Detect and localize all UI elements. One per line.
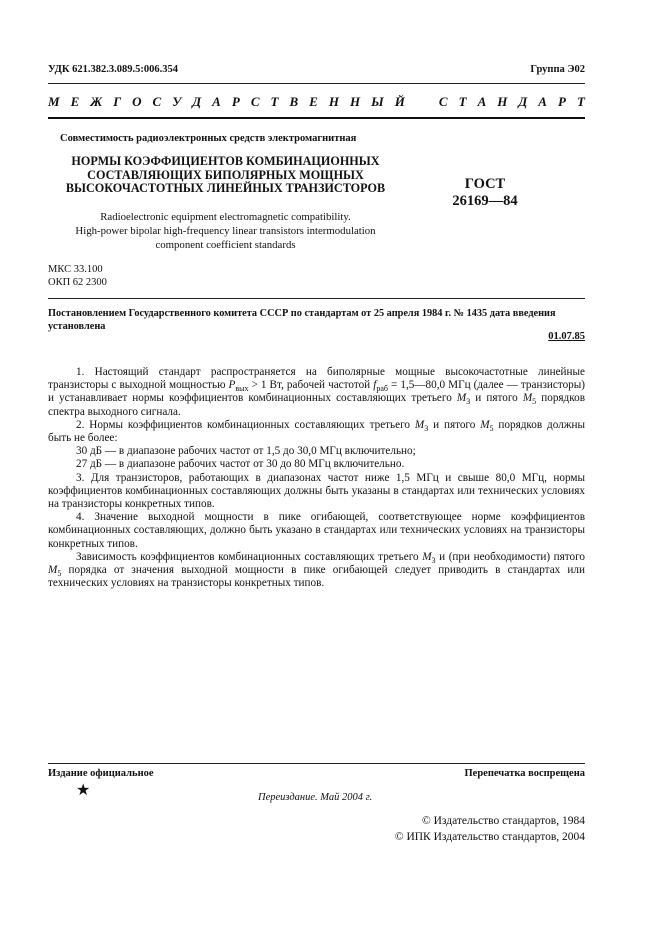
document-title: НОРМЫ КОЭФФИЦИЕНТОВ КОМБИНАЦИОННЫХ СОСТАВЛЯЮЩИХ БИПОЛЯРНЫХ МОЩНЫХ ВЫСОКОЧАСТОТНЫХ ЛИНЕЙНЫХ ТРАНЗИСТОРОВ [65,154,386,195]
banner-letter: А [212,94,221,109]
banner-letter: Р [231,94,240,109]
copyright-2004: © ИПК Издательство стандартов, 2004 [394,831,585,843]
english-title: Radioelectronic equipment electromagnetic compatibility. High-power bipolar high-frequency linear transistors intermodulation component coefficient standards [75,211,376,251]
banner-letter: С [152,94,162,109]
banner-letter: Т [576,94,585,109]
banner-letter: А [477,94,487,109]
copyright-1984: © Издательство стандартов, 1984 [421,815,585,827]
paragraph-4: 4. Значение выходной мощности в пике огибающей, соответствующее норме коэффициентов комбинационных составляющих, должно быть указано в стандартах или технических условиях на транзисторы конкретных типов. [48,511,585,550]
paragraph-1: 1. Настоящий стандарт распространяется на биполярные мощные высокочастотные линейные транзисторы с выходной мощностью $P_{вых} > 1$ Вт, рабочей частотой $f_{раб}$ = 1,5—80,0 МГц (далее — транзисторы) и устанавливает нормы коэффициентов комбинационных составляющих третьего $M_3$ и пятого $M_5$ порядков спектра выходного сигнала. [48,366,585,418]
footer-rule [48,763,585,764]
group-code: Группа Э02 [530,64,585,75]
norm-line-1: 30 дБ — в диапазоне рабочих частот от 1,5 до 30,0 МГц включительно; [76,445,416,458]
official-edition: Издание официальное [48,768,154,779]
banner-letter: Г [113,94,122,109]
banner-letter: А [538,94,547,109]
reissue-note: Переиздание. Май 2004 г. [258,792,373,803]
reprint-prohibited: Перепечатка воспрещена [464,768,585,779]
udk-code: УДК 621.382.3.089.5:006.354 [48,64,178,75]
banner-letter: Е [70,94,80,109]
banner-letter: Н [328,94,339,109]
banner-letter: Ы [371,94,384,109]
banner-letter: Д [518,94,528,109]
star-icon: ★ [76,782,91,799]
banner-letter: Т [458,94,467,109]
interstate-standard-banner [48,94,585,112]
gost-designation: ГОСТ 26169—84 [452,176,518,209]
banner-letter: У [172,94,182,109]
banner-letter: Т [270,94,279,109]
banner-letter: Д [192,94,202,109]
banner-letter: Й [394,94,405,109]
banner-letter: В [289,94,299,109]
decree-rule [48,298,585,299]
banner-letter: Н [497,94,508,109]
banner-letter: С [438,94,448,109]
banner-letter: М [48,94,60,109]
mks-code: МКС 33.100 [48,264,103,275]
norm-line-2: 27 дБ — в диапазоне рабочих частот от 30 до 80 МГц включительно. [76,458,405,471]
top-rule [48,83,585,84]
banner-letter: О [132,94,142,109]
okp-code: ОКП 62 2300 [48,277,107,288]
banner-letter: Р [557,94,566,109]
paragraph-3: 3. Для транзисторов, работающих в диапазонах частот ниже 1,5 МГц и свыше 80,0 МГц, нормы коэффициентов комбинационных составляющих должны быть указаны в стандартах или технических условиях на транзисторы конкретных типов. [48,471,585,511]
banner-letter: Е [309,94,318,109]
paragraph-5: Зависимость коэффициентов комбинационных составляющих третьего $M_3$ и (при необходимости) пятого $M_5$ порядка от значения выходной мощности в пике огибающей следует приводить в стандартах или технических условиях на транзисторы конкретных типов. [48,550,586,590]
copyright-block [395,813,585,845]
introduction-date: 01.07.85 [548,331,585,342]
compat-heading: Совместимость радиоэлектронных средств электромагнитная [60,133,357,144]
banner-rule [48,117,585,119]
banner-letter: Н [349,94,361,109]
banner-letter: Ж [90,94,103,109]
standard-body [48,366,585,590]
paragraph-2: 2. Нормы коэффициентов комбинационных составляющих третьего $M_3$ и пятого $M_5$ порядков должны быть не более: [48,418,585,445]
banner-gap [416,94,428,112]
classification-codes [48,263,107,289]
banner-letter: С [250,94,260,109]
decree-text: Постановлением Государственного комитета СССР по стандартам от 25 апреля 1984 г. № 1435 дата введения установлена [48,308,556,332]
